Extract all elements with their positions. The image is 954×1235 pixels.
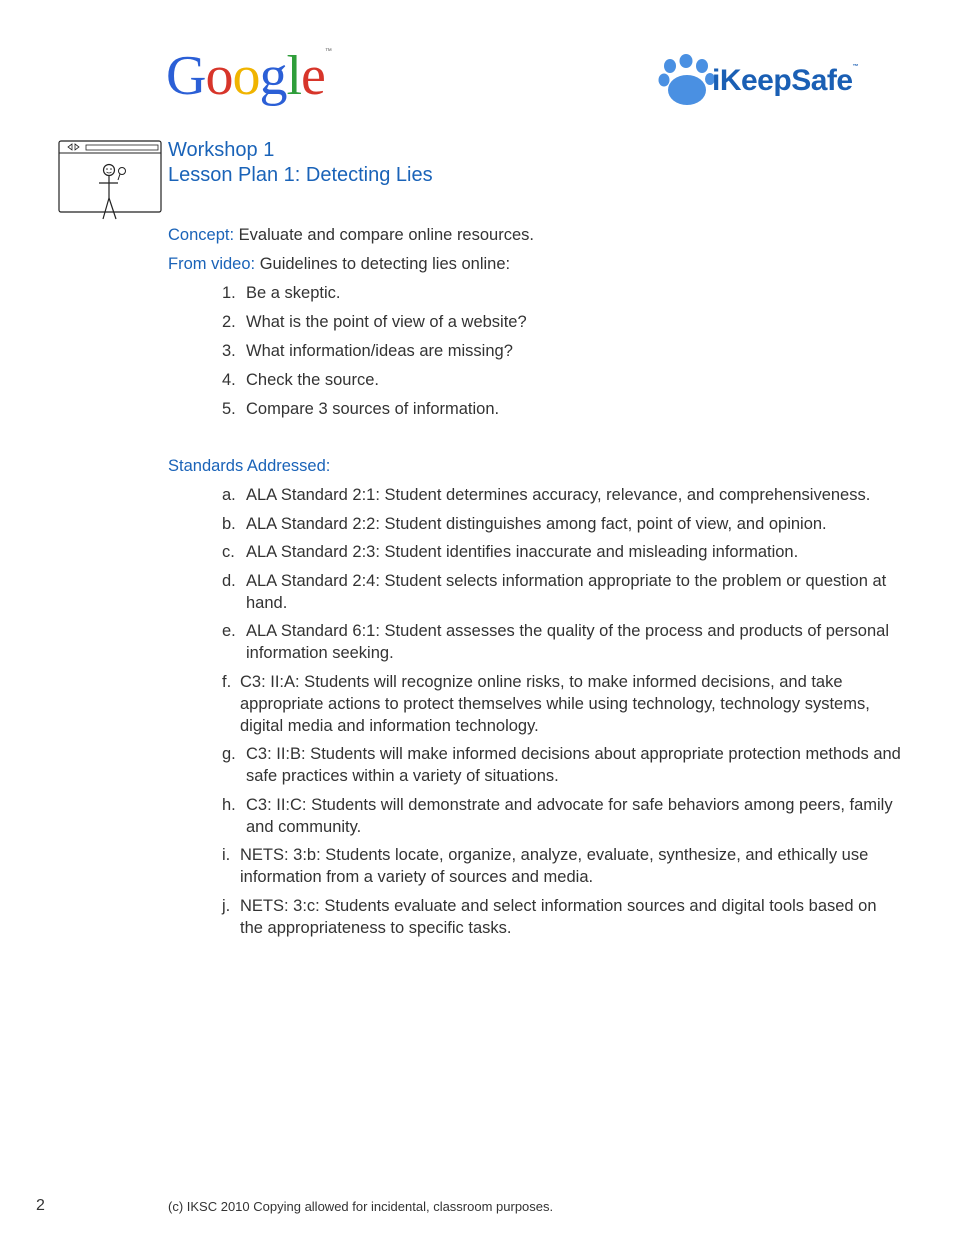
standard-text: NETS: 3:c: Students evaluate and select information sources and digital tools based on the appropriateness to specific tasks. <box>240 896 877 937</box>
list-item <box>222 398 527 427</box>
workshop-video-icon <box>58 140 162 220</box>
standard-item <box>222 794 902 838</box>
standard-item <box>222 671 902 737</box>
list-item-text: Compare 3 sources of information. <box>246 400 500 418</box>
list-item <box>222 369 527 398</box>
list-marker: 2. <box>222 313 236 331</box>
concept-text: Evaluate and compare online resources. <box>234 226 534 244</box>
lesson-title: Lesson Plan 1: Detecting Lies <box>168 164 433 186</box>
list-item-text: Be a skeptic. <box>246 284 341 302</box>
list-item-text: What is the point of view of a website? <box>246 313 527 331</box>
page-number: 2 <box>36 1197 45 1214</box>
from-video-line <box>168 253 510 275</box>
standard-text: ALA Standard 2:2: Student distinguishes among fact, point of view, and opinion. <box>246 514 827 533</box>
concept-line <box>168 224 534 246</box>
list-marker: j. <box>222 896 231 915</box>
list-marker: 1. <box>222 284 236 302</box>
standards-title: Standards Addressed: <box>168 457 331 475</box>
standard-text: ALA Standard 2:1: Student determines accuracy, relevance, and comprehensiveness. <box>246 486 871 504</box>
google-logo: Google™ <box>166 45 331 107</box>
standard-item <box>222 570 902 614</box>
list-item <box>222 340 527 369</box>
from-video-text: Guidelines to detecting lies online: <box>255 255 511 273</box>
list-marker: e. <box>222 622 236 640</box>
standard-text: C3: II:C: Students will demonstrate and advocate for safe behaviors among peers, family and community. <box>246 795 893 836</box>
workshop-title: Workshop 1 <box>168 139 275 161</box>
standard-text: ALA Standard 2:4: Student selects information appropriate to the problem or question at hand. <box>246 571 887 612</box>
list-marker: g. <box>222 745 236 763</box>
standard-text: ALA Standard 6:1: Student assesses the quality of the process and products of personal information seeking. <box>246 622 889 662</box>
list-marker: 3. <box>222 342 236 360</box>
list-marker: 5. <box>222 400 236 418</box>
list-item <box>222 282 527 311</box>
list-marker: h. <box>222 795 236 814</box>
guidelines-list <box>222 282 527 427</box>
list-marker: c. <box>222 543 235 561</box>
copyright-note: (c) IKSC 2010 Copying allowed for incidental, classroom purposes. <box>168 1199 554 1214</box>
list-item <box>222 311 527 340</box>
concept-label: Concept: <box>168 226 235 244</box>
standard-item <box>222 620 902 664</box>
list-marker: a. <box>222 486 236 504</box>
list-marker: b. <box>222 514 236 533</box>
standard-text: NETS: 3:b: Students locate, organize, analyze, evaluate, synthesize, and ethically use information from a variety of sources and media. <box>240 846 869 886</box>
standard-item <box>222 541 902 563</box>
standard-text: C3: II:A: Students will recognize online risks, to make informed decisions, and take appropriate actions to protect themselves while using technology, technology systems, digital media and information technology. <box>240 672 870 735</box>
paw-icon <box>656 54 720 110</box>
standard-item <box>222 484 902 506</box>
standard-text: ALA Standard 2:3: Student identifies inaccurate and misleading information. <box>246 543 799 561</box>
from-video-label: From video: <box>168 255 256 273</box>
ikeepsafe-logo: iKeepSafe™ <box>656 54 896 110</box>
lesson-heading <box>168 138 433 188</box>
standard-text: C3: II:B: Students will make informed decisions about appropriate protection methods and safe practices within a variety of situations. <box>246 745 901 785</box>
standards-list <box>222 484 902 945</box>
standard-item <box>222 743 902 787</box>
list-marker: i. <box>222 846 231 864</box>
standard-item <box>222 513 902 535</box>
standard-item <box>222 844 902 888</box>
list-marker: 4. <box>222 371 236 389</box>
list-item-text: What information/ideas are missing? <box>246 342 513 360</box>
standard-item <box>222 895 902 939</box>
list-item-text: Check the source. <box>246 371 379 389</box>
list-marker: f. <box>222 672 232 691</box>
list-marker: d. <box>222 571 236 590</box>
